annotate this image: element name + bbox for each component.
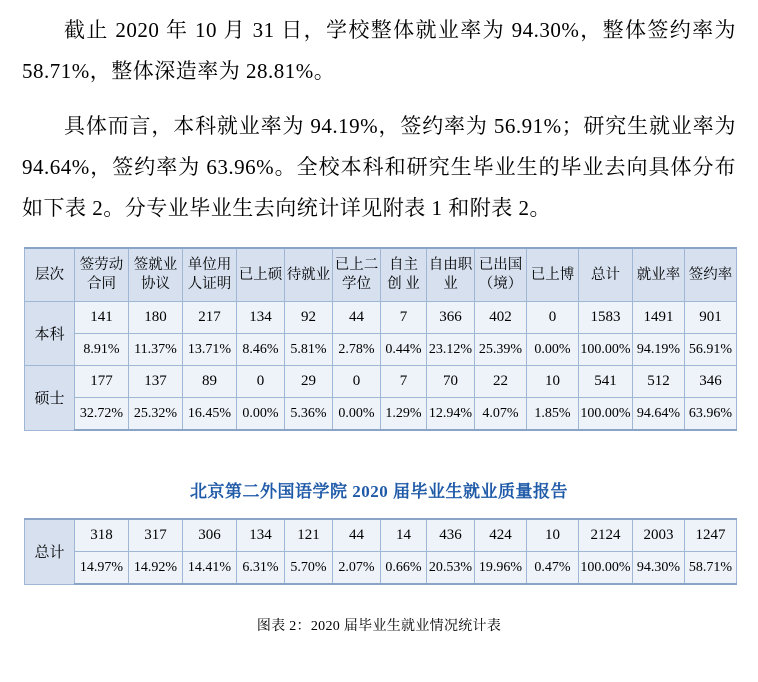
cell-percent: 1.29% xyxy=(381,398,427,431)
header-cell-12: 就业率 xyxy=(633,248,685,302)
table-row xyxy=(25,519,737,552)
cell-count: 44 xyxy=(333,302,381,334)
cell-percent: 16.45% xyxy=(183,398,237,431)
cell-count: 2003 xyxy=(633,519,685,552)
table-row xyxy=(25,334,737,366)
cell-percent: 0.47% xyxy=(527,552,579,585)
cell-percent: 63.96% xyxy=(685,398,737,431)
cell-count: 1583 xyxy=(579,302,633,334)
header-cell-13: 签约率 xyxy=(685,248,737,302)
cell-count: 346 xyxy=(685,366,737,398)
cell-count: 10 xyxy=(527,366,579,398)
cell-percent: 14.97% xyxy=(75,552,129,585)
paragraph-1: 截止 2020 年 10 月 31 日，学校整体就业率为 94.30%，整体签约率为 58.71%，整体深造率为 28.81%。 xyxy=(22,18,736,83)
cell-percent: 94.19% xyxy=(633,334,685,366)
cell-count: 141 xyxy=(75,302,129,334)
cell-count: 512 xyxy=(633,366,685,398)
cell-count: 134 xyxy=(237,302,285,334)
header-cell-7: 自主创 业 xyxy=(381,248,427,302)
cell-count: 901 xyxy=(685,302,737,334)
cell-percent: 4.07% xyxy=(475,398,527,431)
cell-percent: 6.31% xyxy=(237,552,285,585)
figure-caption: 图表 2：2020 届毕业生就业情况统计表 xyxy=(256,619,502,634)
cell-count: 424 xyxy=(475,519,527,552)
employment-statistics-table xyxy=(22,247,736,431)
cell-count: 318 xyxy=(75,519,129,552)
cell-percent: 2.07% xyxy=(333,552,381,585)
cell-percent: 0.66% xyxy=(381,552,427,585)
cell-percent: 25.39% xyxy=(475,334,527,366)
cell-percent: 100.00% xyxy=(579,552,633,585)
cell-count: 180 xyxy=(129,302,183,334)
cell-count: 2124 xyxy=(579,519,633,552)
cell-percent: 5.36% xyxy=(285,398,333,431)
header-cell-5: 待就业 xyxy=(285,248,333,302)
cell-percent: 20.53% xyxy=(427,552,475,585)
cell-count: 89 xyxy=(183,366,237,398)
table-row xyxy=(25,552,737,585)
cell-percent: 13.71% xyxy=(183,334,237,366)
cell-count: 366 xyxy=(427,302,475,334)
cell-count: 10 xyxy=(527,519,579,552)
cell-percent: 94.30% xyxy=(633,552,685,585)
table-row xyxy=(25,398,737,431)
employment-total-table xyxy=(22,518,736,585)
cell-percent: 2.78% xyxy=(333,334,381,366)
paragraph-2: 具体而言，本科就业率为 94.19%，签约率为 56.91%；研究生就业率为 94.64%，签约率为 63.96%。全校本科和研究生毕业生的毕业去向具体分布如下表 2。分专业毕业生去向统计详见附表 1 和附表 2。 xyxy=(22,114,736,220)
row-label-undergraduate: 本科 xyxy=(25,302,75,366)
cell-percent: 19.96% xyxy=(475,552,527,585)
header-cell-8: 自由职 业 xyxy=(427,248,475,302)
cell-percent: 8.46% xyxy=(237,334,285,366)
cell-percent: 1.85% xyxy=(527,398,579,431)
cell-percent: 100.00% xyxy=(579,398,633,431)
cell-count: 29 xyxy=(285,366,333,398)
cell-percent: 56.91% xyxy=(685,334,737,366)
cell-count: 217 xyxy=(183,302,237,334)
header-cell-3: 单位用 人证明 xyxy=(183,248,237,302)
header-cell-11: 总计 xyxy=(579,248,633,302)
cell-count: 436 xyxy=(427,519,475,552)
cell-percent: 11.37% xyxy=(129,334,183,366)
cell-count: 1247 xyxy=(685,519,737,552)
cell-percent: 23.12% xyxy=(427,334,475,366)
header-cell-6: 已上二 学位 xyxy=(333,248,381,302)
header-cell-2: 签就业 协议 xyxy=(129,248,183,302)
row-label-master: 硕士 xyxy=(25,366,75,431)
cell-count: 22 xyxy=(475,366,527,398)
cell-count: 137 xyxy=(129,366,183,398)
row-label-total: 总计 xyxy=(25,519,75,584)
cell-percent: 58.71% xyxy=(685,552,737,585)
cell-count: 7 xyxy=(381,366,427,398)
header-cell-1: 签劳动 合同 xyxy=(75,248,129,302)
cell-count: 0 xyxy=(527,302,579,334)
cell-count: 70 xyxy=(427,366,475,398)
cell-percent: 25.32% xyxy=(129,398,183,431)
cell-percent: 12.94% xyxy=(427,398,475,431)
header-cell-10: 已上博 xyxy=(527,248,579,302)
header-cell-4: 已上硕 xyxy=(237,248,285,302)
cell-count: 317 xyxy=(129,519,183,552)
cell-percent: 8.91% xyxy=(75,334,129,366)
cell-count: 134 xyxy=(237,519,285,552)
cell-percent: 5.81% xyxy=(285,334,333,366)
header-cell-9: 已出国 （境） xyxy=(475,248,527,302)
cell-count: 0 xyxy=(237,366,285,398)
cell-count: 1491 xyxy=(633,302,685,334)
cell-percent: 100.00% xyxy=(579,334,633,366)
cell-percent: 14.92% xyxy=(129,552,183,585)
cell-count: 0 xyxy=(333,366,381,398)
report-banner: 北京第二外国语学院 2020 届毕业生就业质量报告 xyxy=(190,482,568,501)
cell-count: 44 xyxy=(333,519,381,552)
cell-count: 121 xyxy=(285,519,333,552)
header-cell-level: 层次 xyxy=(25,248,75,302)
cell-percent: 0.00% xyxy=(527,334,579,366)
cell-count: 177 xyxy=(75,366,129,398)
cell-count: 402 xyxy=(475,302,527,334)
cell-percent: 5.70% xyxy=(285,552,333,585)
cell-percent: 32.72% xyxy=(75,398,129,431)
cell-count: 14 xyxy=(381,519,427,552)
table-row xyxy=(25,366,737,398)
cell-count: 92 xyxy=(285,302,333,334)
cell-percent: 94.64% xyxy=(633,398,685,431)
cell-count: 306 xyxy=(183,519,237,552)
cell-count: 541 xyxy=(579,366,633,398)
cell-percent: 14.41% xyxy=(183,552,237,585)
cell-count: 7 xyxy=(381,302,427,334)
table-row xyxy=(25,302,737,334)
cell-percent: 0.44% xyxy=(381,334,427,366)
cell-percent: 0.00% xyxy=(237,398,285,431)
cell-percent: 0.00% xyxy=(333,398,381,431)
table-header-row xyxy=(25,248,737,302)
